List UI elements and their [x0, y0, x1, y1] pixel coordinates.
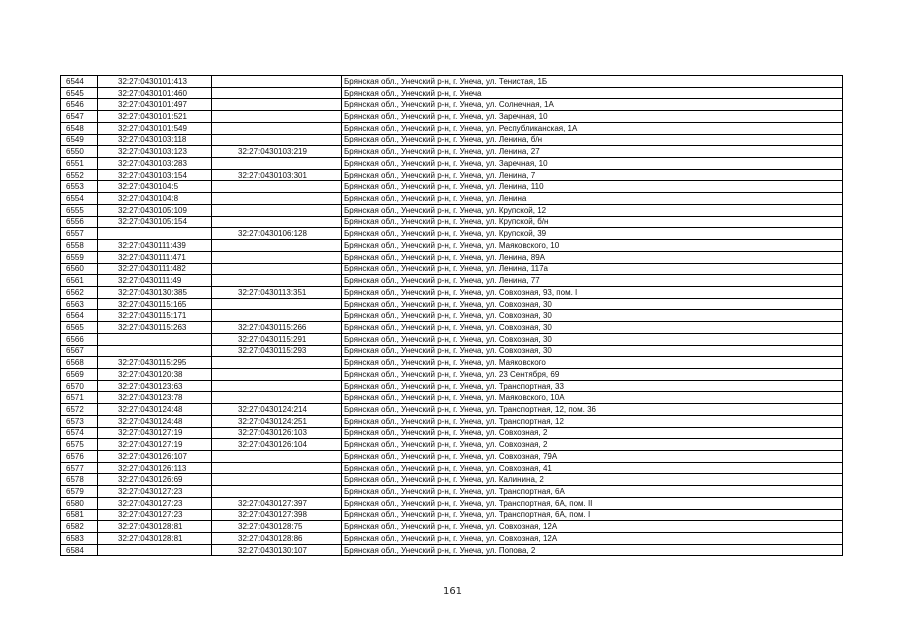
table-row	[61, 122, 843, 134]
row-number-cell: 6548	[61, 122, 98, 134]
address-cell: Брянская обл., Унечский р-н, г. Унеча, ул. Заречная, 10	[342, 111, 843, 123]
address-cell: Брянская обл., Унечский р-н, г. Унеча, ул. Ленина, 117а	[342, 263, 843, 275]
row-number-cell: 6574	[61, 427, 98, 439]
row-number-cell: 6545	[61, 87, 98, 99]
object-number-cell	[212, 76, 342, 88]
table-row	[61, 286, 843, 298]
object-number-cell: 32:27:0430103:219	[212, 146, 342, 158]
table-row	[61, 439, 843, 451]
object-number-cell	[212, 204, 342, 216]
object-number-cell	[212, 357, 342, 369]
row-number-cell: 6547	[61, 111, 98, 123]
table-row	[61, 486, 843, 498]
object-number-cell	[212, 380, 342, 392]
table-row	[61, 380, 843, 392]
row-number-cell: 6569	[61, 368, 98, 380]
address-cell: Брянская обл., Унечский р-н, г. Унеча, ул. Маяковского, 10А	[342, 392, 843, 404]
object-number-cell: 32:27:0430128:86	[212, 533, 342, 545]
table-row	[61, 99, 843, 111]
row-number-cell: 6558	[61, 240, 98, 252]
address-cell: Брянская обл., Унечский р-н, г. Унеча, ул. Совхозная, 79А	[342, 451, 843, 463]
address-cell: Брянская обл., Унечский р-н, г. Унеча, ул. Ленина, 89А	[342, 251, 843, 263]
object-number-cell: 32:27:0430115:266	[212, 322, 342, 334]
address-cell: Брянская обл., Унечский р-н, г. Унеча, ул. Совхозная, 2	[342, 427, 843, 439]
address-cell: Брянская обл., Унечский р-н, г. Унеча, ул. Солнечная, 1А	[342, 99, 843, 111]
object-number-cell	[212, 240, 342, 252]
table-row	[61, 204, 843, 216]
cadastral-number-cell: 32:27:0430103:123	[98, 146, 212, 158]
row-number-cell: 6554	[61, 193, 98, 205]
cadastral-number-cell: 32:27:0430101:497	[98, 99, 212, 111]
row-number-cell: 6553	[61, 181, 98, 193]
table-row	[61, 497, 843, 509]
cadastral-number-cell: 32:27:0430105:154	[98, 216, 212, 228]
object-number-cell	[212, 462, 342, 474]
cadastral-number-cell	[98, 228, 212, 240]
row-number-cell: 6567	[61, 345, 98, 357]
object-number-cell	[212, 263, 342, 275]
row-number-cell: 6580	[61, 497, 98, 509]
object-number-cell	[212, 158, 342, 170]
table-row	[61, 451, 843, 463]
table-row	[61, 298, 843, 310]
cadastral-number-cell: 32:27:0430127:23	[98, 497, 212, 509]
address-cell: Брянская обл., Унечский р-н, г. Унеча, ул. Ленина, 27	[342, 146, 843, 158]
row-number-cell: 6559	[61, 251, 98, 263]
row-number-cell: 6557	[61, 228, 98, 240]
cadastral-number-cell: 32:27:0430115:263	[98, 322, 212, 334]
object-number-cell: 32:27:0430106:128	[212, 228, 342, 240]
table-row	[61, 310, 843, 322]
cadastral-number-cell: 32:27:0430115:295	[98, 357, 212, 369]
address-cell: Брянская обл., Унечский р-н, г. Унеча, ул. Крупской, 39	[342, 228, 843, 240]
object-number-cell	[212, 451, 342, 463]
object-number-cell	[212, 87, 342, 99]
table-row	[61, 474, 843, 486]
row-number-cell: 6582	[61, 521, 98, 533]
table-row	[61, 263, 843, 275]
table-row	[61, 368, 843, 380]
address-cell: Брянская обл., Унечский р-н, г. Унеча, ул. Совхозная, 30	[342, 322, 843, 334]
row-number-cell: 6550	[61, 146, 98, 158]
table-row	[61, 134, 843, 146]
object-number-cell	[212, 298, 342, 310]
address-cell: Брянская обл., Унечский р-н, г. Унеча, ул. Попова, 2	[342, 544, 843, 556]
address-cell: Брянская обл., Унечский р-н, г. Унеча, ул. Совхозная, 30	[342, 345, 843, 357]
row-number-cell: 6562	[61, 286, 98, 298]
address-cell: Брянская обл., Унечский р-н, г. Унеча, ул. Транспортная, 6А	[342, 486, 843, 498]
row-number-cell: 6544	[61, 76, 98, 88]
row-number-cell: 6577	[61, 462, 98, 474]
object-number-cell: 32:27:0430130:107	[212, 544, 342, 556]
row-number-cell: 6575	[61, 439, 98, 451]
address-cell: Брянская обл., Унечский р-н, г. Унеча	[342, 87, 843, 99]
row-number-cell: 6578	[61, 474, 98, 486]
address-cell: Брянская обл., Унечский р-н, г. Унеча, ул. Крупской, 12	[342, 204, 843, 216]
row-number-cell: 6570	[61, 380, 98, 392]
address-cell: Брянская обл., Унечский р-н, г. Унеча, ул. Совхозная, 93, пом. I	[342, 286, 843, 298]
table-row	[61, 533, 843, 545]
table-row	[61, 87, 843, 99]
address-cell: Брянская обл., Унечский р-н, г. Унеча, ул. Маяковского	[342, 357, 843, 369]
address-cell: Брянская обл., Унечский р-н, г. Унеча, ул. Ленина, 77	[342, 275, 843, 287]
cadastral-number-cell: 32:27:0430126:107	[98, 451, 212, 463]
row-number-cell: 6572	[61, 404, 98, 416]
object-number-cell: 32:27:0430124:214	[212, 404, 342, 416]
object-number-cell	[212, 368, 342, 380]
cadastral-number-cell: 32:27:0430127:19	[98, 439, 212, 451]
object-number-cell: 32:27:0430126:104	[212, 439, 342, 451]
object-number-cell: 32:27:0430103:301	[212, 169, 342, 181]
cadastral-number-cell: 32:27:0430111:439	[98, 240, 212, 252]
address-cell: Брянская обл., Унечский р-н, г. Унеча, ул. Республиканская, 1А	[342, 122, 843, 134]
row-number-cell: 6549	[61, 134, 98, 146]
cadastral-number-cell: 32:27:0430111:49	[98, 275, 212, 287]
cadastral-number-cell: 32:27:0430124:48	[98, 404, 212, 416]
row-number-cell: 6556	[61, 216, 98, 228]
object-number-cell: 32:27:0430124:251	[212, 415, 342, 427]
object-number-cell: 32:27:0430127:397	[212, 497, 342, 509]
object-number-cell	[212, 251, 342, 263]
cadastral-number-cell: 32:27:0430127:19	[98, 427, 212, 439]
row-number-cell: 6566	[61, 333, 98, 345]
row-number-cell: 6561	[61, 275, 98, 287]
address-cell: Брянская обл., Унечский р-н, г. Унеча, ул. Ленина, б/н	[342, 134, 843, 146]
cadastral-number-cell: 32:27:0430103:118	[98, 134, 212, 146]
table-row	[61, 345, 843, 357]
address-cell: Брянская обл., Унечский р-н, г. Унеча, ул. Совхозная, 2	[342, 439, 843, 451]
address-cell: Брянская обл., Унечский р-н, г. Унеча, ул. Транспортная, 6А, пом. II	[342, 497, 843, 509]
cadastral-number-cell: 32:27:0430115:165	[98, 298, 212, 310]
object-number-cell: 32:27:0430126:103	[212, 427, 342, 439]
object-number-cell	[212, 310, 342, 322]
address-cell: Брянская обл., Унечский р-н, г. Унеча, ул. Транспортная, 6А, пом. I	[342, 509, 843, 521]
table-row	[61, 240, 843, 252]
address-cell: Брянская обл., Унечский р-н, г. Унеча, ул. Транспортная, 12	[342, 415, 843, 427]
row-number-cell: 6551	[61, 158, 98, 170]
records-table	[60, 75, 843, 556]
cadastral-number-cell: 32:27:0430103:283	[98, 158, 212, 170]
address-cell: Брянская обл., Унечский р-н, г. Унеча, ул. Совхозная, 30	[342, 310, 843, 322]
address-cell: Брянская обл., Унечский р-н, г. Унеча, ул. Калинина, 2	[342, 474, 843, 486]
table-row	[61, 76, 843, 88]
table-row	[61, 427, 843, 439]
address-cell: Брянская обл., Унечский р-н, г. Унеча, ул. Совхозная, 41	[342, 462, 843, 474]
address-cell: Брянская обл., Унечский р-н, г. Унеча, ул. Совхозная, 30	[342, 298, 843, 310]
cadastral-number-cell: 32:27:0430123:78	[98, 392, 212, 404]
table-row	[61, 392, 843, 404]
table-row	[61, 415, 843, 427]
cadastral-number-cell: 32:27:0430128:81	[98, 533, 212, 545]
table-row	[61, 509, 843, 521]
records-table-body	[61, 76, 843, 556]
cadastral-number-cell: 32:27:0430127:23	[98, 486, 212, 498]
table-row	[61, 462, 843, 474]
cadastral-number-cell: 32:27:0430111:471	[98, 251, 212, 263]
table-row	[61, 158, 843, 170]
row-number-cell: 6568	[61, 357, 98, 369]
cadastral-number-cell: 32:27:0430111:482	[98, 263, 212, 275]
object-number-cell	[212, 193, 342, 205]
table-row	[61, 216, 843, 228]
object-number-cell: 32:27:0430115:293	[212, 345, 342, 357]
cadastral-number-cell: 32:27:0430101:521	[98, 111, 212, 123]
address-cell: Брянская обл., Унечский р-н, г. Унеча, ул. Транспортная, 12, пом. 36	[342, 404, 843, 416]
cadastral-number-cell: 32:27:0430127:23	[98, 509, 212, 521]
table-row	[61, 251, 843, 263]
object-number-cell	[212, 111, 342, 123]
table-row	[61, 322, 843, 334]
object-number-cell	[212, 181, 342, 193]
row-number-cell: 6573	[61, 415, 98, 427]
address-cell: Брянская обл., Унечский р-н, г. Унеча, ул. Ленина, 7	[342, 169, 843, 181]
object-number-cell	[212, 122, 342, 134]
cadastral-number-cell: 32:27:0430120:38	[98, 368, 212, 380]
table-row	[61, 521, 843, 533]
address-cell: Брянская обл., Унечский р-н, г. Унеча, ул. Маяковского, 10	[342, 240, 843, 252]
row-number-cell: 6560	[61, 263, 98, 275]
row-number-cell: 6563	[61, 298, 98, 310]
cadastral-number-cell: 32:27:0430105:109	[98, 204, 212, 216]
object-number-cell	[212, 392, 342, 404]
address-cell: Брянская обл., Унечский р-н, г. Унеча, ул. Заречная, 10	[342, 158, 843, 170]
row-number-cell: 6576	[61, 451, 98, 463]
address-cell: Брянская обл., Унечский р-н, г. Унеча, ул. 23 Сентября, 69	[342, 368, 843, 380]
address-cell: Брянская обл., Унечский р-н, г. Унеча, ул. Совхозная, 30	[342, 333, 843, 345]
object-number-cell	[212, 99, 342, 111]
row-number-cell: 6555	[61, 204, 98, 216]
table-row	[61, 544, 843, 556]
address-cell: Брянская обл., Унечский р-н, г. Унеча, ул. Ленина	[342, 193, 843, 205]
cadastral-number-cell: 32:27:0430115:171	[98, 310, 212, 322]
cadastral-number-cell: 32:27:0430128:81	[98, 521, 212, 533]
address-cell: Брянская обл., Унечский р-н, г. Унеча, ул. Тенистая, 1Б	[342, 76, 843, 88]
cadastral-number-cell: 32:27:0430104:8	[98, 193, 212, 205]
object-number-cell: 32:27:0430115:291	[212, 333, 342, 345]
object-number-cell	[212, 474, 342, 486]
object-number-cell: 32:27:0430128:75	[212, 521, 342, 533]
table-row	[61, 111, 843, 123]
table-row	[61, 404, 843, 416]
address-cell: Брянская обл., Унечский р-н, г. Унеча, ул. Ленина, 110	[342, 181, 843, 193]
table-row	[61, 333, 843, 345]
cadastral-number-cell: 32:27:0430126:113	[98, 462, 212, 474]
row-number-cell: 6579	[61, 486, 98, 498]
cadastral-number-cell	[98, 345, 212, 357]
table-row	[61, 181, 843, 193]
object-number-cell	[212, 216, 342, 228]
cadastral-number-cell	[98, 333, 212, 345]
row-number-cell: 6584	[61, 544, 98, 556]
cadastral-number-cell: 32:27:0430101:549	[98, 122, 212, 134]
cadastral-number-cell: 32:27:0430103:154	[98, 169, 212, 181]
table-row	[61, 193, 843, 205]
cadastral-number-cell: 32:27:0430130:385	[98, 286, 212, 298]
object-number-cell: 32:27:0430113:351	[212, 286, 342, 298]
table-row	[61, 169, 843, 181]
row-number-cell: 6565	[61, 322, 98, 334]
cadastral-number-cell: 32:27:0430104:5	[98, 181, 212, 193]
table-row	[61, 228, 843, 240]
table-row	[61, 357, 843, 369]
address-cell: Брянская обл., Унечский р-н, г. Унеча, ул. Крупской, б/н	[342, 216, 843, 228]
table-row	[61, 146, 843, 158]
object-number-cell	[212, 275, 342, 287]
address-cell: Брянская обл., Унечский р-н, г. Унеча, ул. Совхозная, 12А	[342, 521, 843, 533]
cadastral-number-cell: 32:27:0430124:48	[98, 415, 212, 427]
cadastral-number-cell: 32:27:0430123:63	[98, 380, 212, 392]
object-number-cell	[212, 134, 342, 146]
row-number-cell: 6552	[61, 169, 98, 181]
table-row	[61, 275, 843, 287]
cadastral-number-cell: 32:27:0430101:413	[98, 76, 212, 88]
object-number-cell: 32:27:0430127:398	[212, 509, 342, 521]
row-number-cell: 6546	[61, 99, 98, 111]
page-number: 161	[442, 586, 463, 597]
cadastral-number-cell: 32:27:0430101:460	[98, 87, 212, 99]
cadastral-number-cell	[98, 544, 212, 556]
object-number-cell	[212, 486, 342, 498]
row-number-cell: 6583	[61, 533, 98, 545]
row-number-cell: 6581	[61, 509, 98, 521]
row-number-cell: 6564	[61, 310, 98, 322]
cadastral-number-cell: 32:27:0430126:69	[98, 474, 212, 486]
address-cell: Брянская обл., Унечский р-н, г. Унеча, ул. Совхозная, 12А	[342, 533, 843, 545]
row-number-cell: 6571	[61, 392, 98, 404]
address-cell: Брянская обл., Унечский р-н, г. Унеча, ул. Транспортная, 33	[342, 380, 843, 392]
